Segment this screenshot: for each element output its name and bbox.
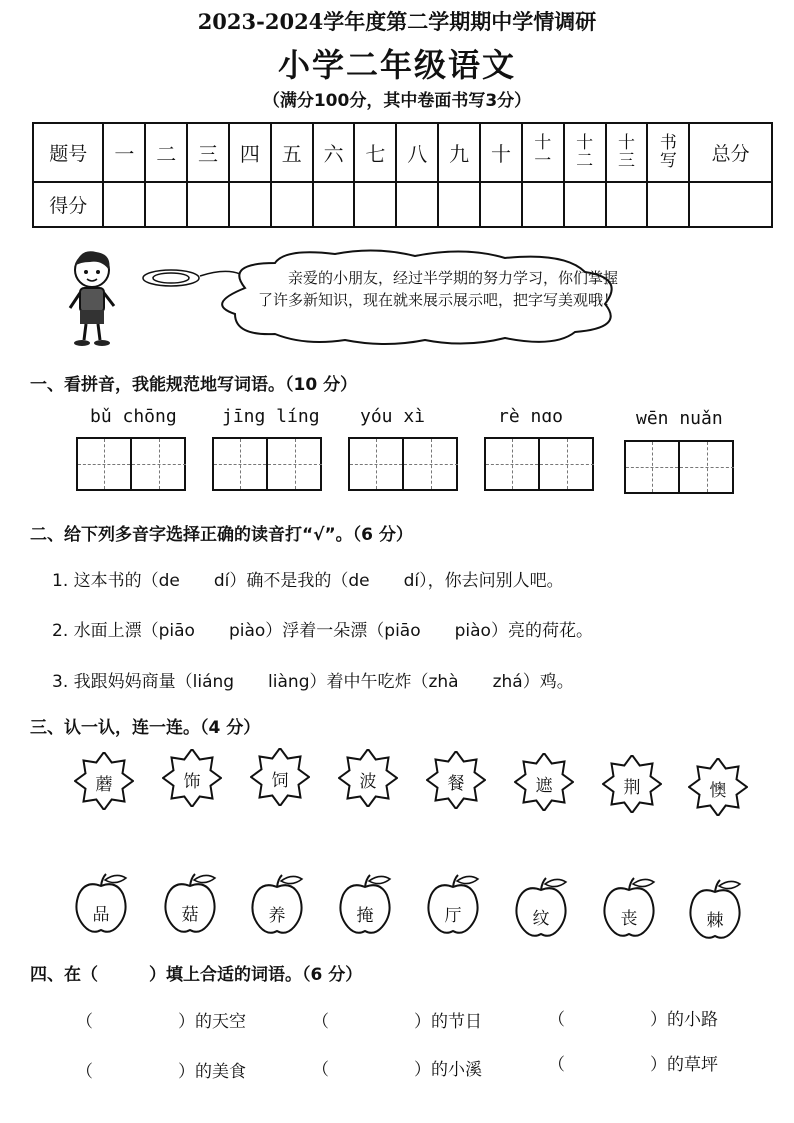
pinyin-word: jīng líng [222,406,320,427]
score-cell-total[interactable] [689,182,772,227]
star-character-card[interactable] [250,748,310,806]
score-table-col [522,123,564,182]
fill-blank[interactable]: （ ）的小路 [548,1010,718,1030]
exam-subject-title: 小学二年级语文 [277,46,516,84]
score-table-col [564,123,606,182]
star-character: 遮 [535,776,553,796]
score-cell[interactable] [313,182,355,227]
score-cell[interactable] [480,182,522,227]
apple-character-card[interactable] [602,876,662,940]
pinyin-word: rè nɑo [498,406,564,427]
section2-title: 二、给下列多音字选择正确的读音打“√”。（6 分） [30,525,413,545]
col-top: 书 [659,133,677,154]
apple-character: 掩 [356,906,374,926]
star-character: 懊 [709,781,727,801]
writing-grid[interactable] [348,437,458,491]
polyphone-question[interactable]: 3. 我跟妈妈商量（liáng liàng）着中午吃炸（zhà zhá）鸡。 [52,672,574,692]
apple-character-card[interactable] [74,872,134,936]
score-cell[interactable] [438,182,480,227]
fill-blank[interactable]: （ ）的草坪 [548,1055,718,1075]
score-table-label-score: 得分 [33,182,103,227]
section1-title: 一、看拼音，我能规范地写词语。（10 分） [30,375,358,395]
apple-character-card[interactable] [514,876,574,940]
star-character: 荆 [623,778,641,798]
exam-term-title: 2023-2024学年度第二学期期中学情调研 [197,9,597,34]
writing-grid[interactable] [624,440,734,494]
score-table-col [647,123,689,182]
apple-character-card[interactable] [163,872,223,936]
star-character-card[interactable] [338,749,398,807]
score-table-col: 九 [438,123,480,182]
fill-blank[interactable]: （ ）的节日 [312,1012,482,1032]
col-bottom: 三 [617,151,635,172]
score-table-col [606,123,648,182]
col-bottom: 二 [576,151,594,172]
star-character: 饲 [271,771,289,791]
pinyin-word: yóu xì [360,406,426,427]
polyphone-question[interactable]: 1. 这本书的（de dí）确不是我的（de dí），你去问别人吧。 [52,571,564,591]
apple-character: 丧 [620,909,638,929]
apple-character-card[interactable] [688,878,748,942]
apple-character: 厅 [444,906,462,926]
writing-grid[interactable] [76,437,186,491]
score-table-col: 七 [354,123,396,182]
score-cell[interactable] [522,182,564,227]
pinyin-word: wēn nuǎn [636,408,723,429]
score-table [32,122,773,228]
score-cell[interactable] [647,182,689,227]
score-cell[interactable] [103,182,145,227]
score-cell[interactable] [145,182,187,227]
score-cell[interactable] [354,182,396,227]
fill-blank[interactable]: （ ）的美食 [76,1062,246,1082]
writing-grid[interactable] [212,437,322,491]
star-character: 波 [359,772,377,792]
apple-character: 纹 [532,909,550,929]
star-character-card[interactable] [74,752,134,810]
score-table-col: 十 [480,123,522,182]
apple-character: 养 [268,906,286,926]
score-table-total: 总分 [689,123,772,182]
col-top: 十 [576,133,594,154]
score-table-col: 八 [396,123,438,182]
score-cell[interactable] [187,182,229,227]
star-character-card[interactable] [162,749,222,807]
score-table-col: 五 [271,123,313,182]
apple-character: 品 [92,905,110,925]
apple-character: 棘 [706,911,724,931]
pinyin-word: bǔ chōng [90,406,177,427]
col-top: 十 [534,133,552,154]
score-table-col: 四 [229,123,271,182]
score-cell[interactable] [396,182,438,227]
star-character: 蘑 [95,775,113,795]
score-table-col: 六 [313,123,355,182]
fill-blank[interactable]: （ ）的小溪 [312,1060,482,1080]
section4-title: 四、在（ ）填上合适的词语。（6 分） [30,965,363,985]
star-character-card[interactable] [514,753,574,811]
boy-illustration [62,248,122,348]
col-bottom: 一 [534,151,552,172]
score-table-col: 一 [103,123,145,182]
cloud-speech-text: 亲爱的小朋友，经过半学期的努力学习，你们掌握了许多新知识，现在就来展示展示吧，把字写美观哦！ [258,269,619,309]
score-table-col: 三 [187,123,229,182]
star-character-card[interactable] [688,758,748,816]
section3-title: 三、认一认，连一连。（4 分） [30,718,261,738]
writing-grid[interactable] [484,437,594,491]
apple-character-card[interactable] [250,873,310,937]
exam-score-note: （满分100分，其中卷面书写3分） [262,91,532,111]
score-table-header-row [33,123,772,182]
score-cell[interactable] [271,182,313,227]
score-cell[interactable] [229,182,271,227]
star-character-card[interactable] [602,755,662,813]
star-character-card[interactable] [426,751,486,809]
fill-blank[interactable]: （ ）的天空 [76,1012,246,1032]
col-bottom: 写 [659,151,677,172]
polyphone-question[interactable]: 2. 水面上漂（piāo piào）浮着一朵漂（piāo piào）亮的荷花。 [52,621,593,641]
score-cell[interactable] [564,182,606,227]
score-table-label-number: 题号 [33,123,103,182]
score-cell[interactable] [606,182,648,227]
star-character: 餐 [447,774,465,794]
apple-character-card[interactable] [426,873,486,937]
star-character: 饰 [183,772,201,792]
apple-character: 菇 [181,905,199,925]
score-table-col: 二 [145,123,187,182]
score-table-score-row [33,182,772,227]
col-top: 十 [617,133,635,154]
apple-character-card[interactable] [338,873,398,937]
